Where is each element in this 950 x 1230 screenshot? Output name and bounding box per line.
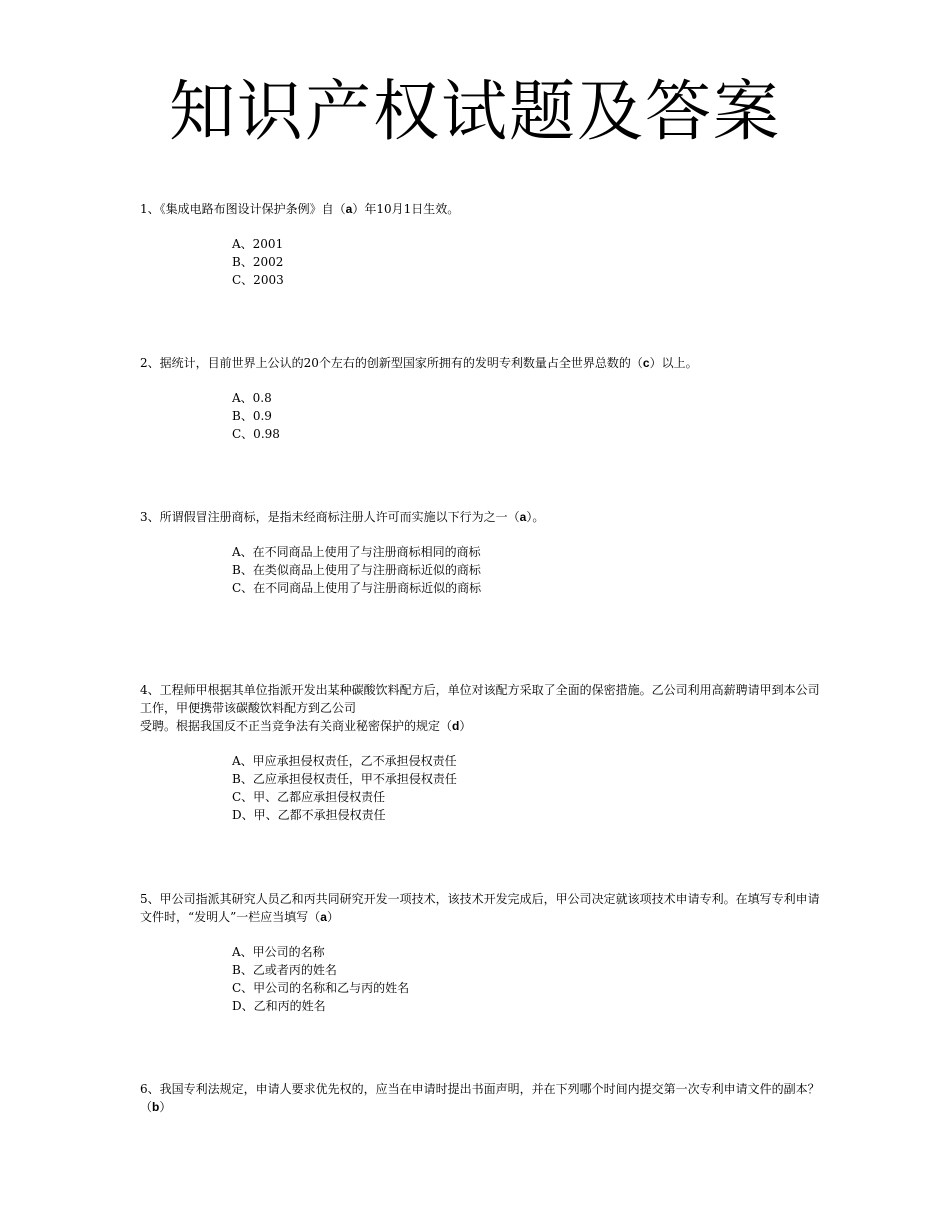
option-c: C、在不同商品上使用了与注册商标近似的商标 [232,581,482,595]
answer-letter: d [452,719,460,733]
question-6 [140,1080,830,1116]
option-c: C、甲、乙都应承担侵权责任 [232,790,386,804]
question-stem: 1、《集成电路布图设计保护条例》自（a）年10月1日生效。 [140,202,460,216]
option-a: A、2001 [232,237,284,251]
option-d: D、甲、乙都不承担侵权责任 [232,808,386,822]
option-b: B、乙应承担侵权责任，甲不承担侵权责任 [232,772,457,786]
question-1 [140,200,830,289]
options-list [232,389,830,443]
options-list [232,943,830,1015]
question-stem: 3、所谓假冒注册商标，是指未经商标注册人许可而实施以下行为之一（a）。 [140,510,545,524]
answer-letter: a [320,910,327,924]
options-list [232,543,830,597]
answer-letter: c [642,356,650,370]
question-stem: 2、据统计，目前世界上公认的20个左右的创新型国家所拥有的发明专利数量占全世界总数的（c）以上。 [140,356,698,370]
option-b: B、2002 [232,255,284,269]
option-b: B、乙或者丙的姓名 [232,963,337,977]
question-stem: 4、工程师甲根据其单位指派开发出某种碳酸饮料配方后，单位对该配方采取了全面的保密措施。乙公司利用高薪聘请甲到本公司工作，甲便携带该碳酸饮料配方到乙公司 受聘。根据我国反不正当竞争法有关商业秘密保护的规定（d） [140,683,820,733]
option-c: C、2003 [232,273,284,287]
options-list [232,752,830,824]
question-stem: 6、我国专利法规定，申请人要求优先权的，应当在申请时提出书面声明，并在下列哪个时间内提交第一次专利申请文件的副本？（b） [140,1082,820,1114]
option-d: D、乙和丙的姓名 [232,999,326,1013]
options-list [232,235,830,289]
option-b: B、在类似商品上使用了与注册商标近似的商标 [232,563,481,577]
option-b: B、0.9 [232,409,272,423]
document-title: 知识产权试题及答案 [169,73,781,150]
option-a: A、0.8 [232,391,272,405]
question-stem: 5、甲公司指派其研究人员乙和丙共同研究开发一项技术，该技术开发完成后，甲公司决定就该项技术申请专利。在填写专利申请文件时，“发明人”一栏应当填写（a） [140,892,820,924]
answer-letter: a [519,510,527,524]
option-a: A、甲公司的名称 [232,945,325,959]
option-c: C、0.98 [232,427,280,441]
question-3 [140,508,830,597]
answer-letter: b [152,1100,160,1114]
question-2 [140,354,830,443]
option-c: C、甲公司的名称和乙与丙的姓名 [232,981,410,995]
option-a: A、在不同商品上使用了与注册商标相同的商标 [232,545,481,559]
option-a: A、甲应承担侵权责任，乙不承担侵权责任 [232,754,457,768]
question-4 [140,681,830,824]
question-5 [140,890,830,1015]
answer-letter: a [345,202,353,216]
